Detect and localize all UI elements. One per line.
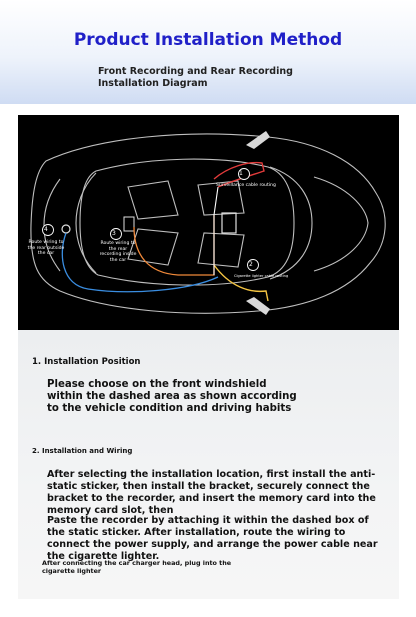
- page-header: [0, 0, 416, 104]
- front-windshield-outline: [270, 167, 312, 279]
- marker-3-number: 3: [112, 230, 116, 237]
- marker-4-label: Route wiring to the rear outside the car: [27, 240, 65, 256]
- section-1-heading: 1. Installation Position: [32, 357, 141, 367]
- section-1-body: Please choose on the front windshield within the dashed area as shown according to the vehicle condition and driving habits: [47, 379, 297, 414]
- lighter-cable-yellow: [214, 265, 268, 301]
- outside-route-blue: [62, 230, 218, 292]
- instructions-panel: [18, 330, 399, 599]
- marker-1-label: Surveillance cable routing: [216, 183, 276, 188]
- marker-2-number: 2: [249, 261, 253, 268]
- marker-2-label: Cigarette lighter cable routing: [234, 274, 289, 278]
- side-mirror-bottom: [246, 297, 270, 315]
- page-title: Product Installation Method: [73, 30, 343, 50]
- side-mirror-top: [246, 131, 270, 149]
- car-wiring-diagram: [18, 115, 399, 330]
- page-subtitle: Front Recording and Rear Recording Installation Diagram: [98, 66, 293, 89]
- rear-windshield-outline: [76, 173, 96, 273]
- interior-rear-camera: [124, 217, 134, 231]
- section-2-paragraph-2: Paste the recorder by attaching it within the dashed box of the static sticker. After installation, route the wiring to connect the power supply, and arrange the power cable near the cigarette lighter.: [47, 515, 378, 562]
- rear-camera: [62, 225, 70, 233]
- marker-4-number: 4: [44, 226, 48, 233]
- car-cabin-outline: [80, 159, 294, 285]
- section-2-note: After connecting the car charger head, plug into the cigarette lighter: [42, 559, 232, 575]
- section-2-paragraph-1: After selecting the installation location, first install the anti-static sticker, then install the bracket, securely connect the bracket to the recorder, and insert the memory card into the memory card slot, then: [47, 469, 376, 516]
- marker-3-label: Route wiring to the rear recording inside the car: [99, 241, 137, 263]
- car-outline-illustration: [18, 115, 399, 330]
- marker-1-number: 1: [239, 170, 243, 177]
- car-body-outline: [31, 134, 385, 313]
- dashcam-device: [222, 213, 236, 233]
- section-2-heading: 2. Installation and Wiring: [32, 447, 133, 455]
